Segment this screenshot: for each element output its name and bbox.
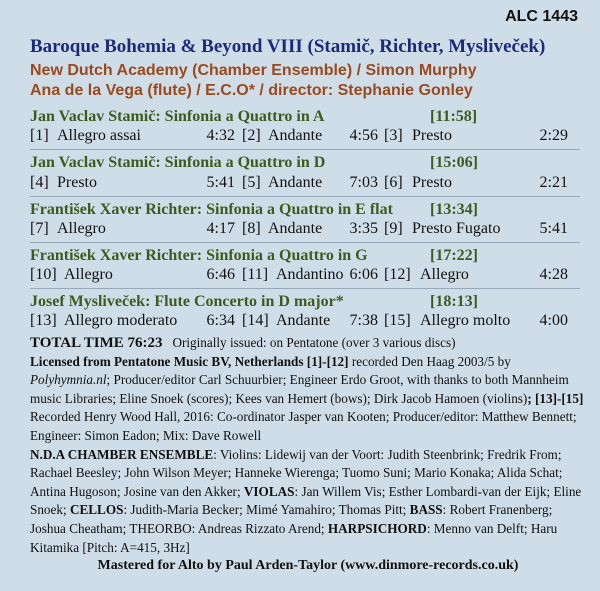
mastering-credit: Mastered for Alto by Paul Arden-Taylor (www.dinmore-records.co.uk): [97, 558, 519, 574]
by-word: by: [497, 353, 511, 369]
track-row: [30, 266, 580, 286]
track-title: Andante: [268, 127, 323, 144]
catalog-number: ALC 1443: [505, 8, 578, 25]
harpsichord-list: : Menno van Delft; Haru Kitamika [Pitch: A=415, 3Hz]: [30, 520, 558, 555]
track-time: 7:03: [349, 174, 378, 191]
work-title: František Xaver Richter: Sinfonia a Quattro in G: [30, 247, 368, 264]
track-time: 7:38: [349, 312, 378, 329]
polyhymnia-credit: Polyhymnia.nl: [30, 372, 107, 388]
track-title: Presto Fugato: [412, 220, 501, 237]
credits-notes: [30, 334, 586, 576]
violins-list: : Violins: Lidewij van der Voort: Judith Steenbrink; Fredrik From; Rachael Beesley; John Wilson Meyer; Hanneke Wierenga; Tuomo Suni; Mario Konaka; Alida Schat; Antina Hugoson; Josine van den Akker;: [30, 446, 563, 499]
track-time: 5:41: [206, 174, 235, 191]
work-title: Jan Vaclav Stamič: Sinfonia a Quattro in D: [30, 154, 326, 171]
track-title: Andantino: [276, 266, 344, 283]
artist-line-1: New Dutch Academy (Chamber Ensemble) / Simon Murphy: [30, 62, 477, 79]
track-title: Presto: [412, 174, 452, 191]
work-duration: [13:34]: [430, 201, 478, 218]
track-title: Allegro: [64, 266, 113, 283]
violas-list: : Jan Willem Vis; Esther Lombardi-van der Eijk; Eline Snoek;: [30, 483, 582, 518]
work-heading-2: [30, 154, 560, 172]
track-title: Andante: [268, 220, 323, 237]
work-duration: [15:06]: [430, 154, 478, 171]
bass-label: BASS: [409, 502, 443, 518]
original-issue-note: Originally issued: on Pentatone (over 3 various discs): [172, 335, 456, 350]
track-title: Presto: [57, 174, 97, 191]
track-title: Allegro moderato: [64, 312, 178, 329]
work-duration: [17:22]: [430, 247, 478, 264]
track-number: [10]: [30, 266, 57, 283]
track-number: [9]: [384, 220, 403, 237]
ensemble-label: N.D.A CHAMBER ENSEMBLE: [30, 446, 214, 462]
track-number: [2]: [242, 127, 261, 144]
track-title: Allegro: [57, 220, 106, 237]
work-duration: [11:58]: [430, 108, 478, 125]
track-time: 6:46: [206, 266, 235, 283]
production-credits-2: Recorded Henry Wood Hall, 2016: Co-ordinator Jasper van Kooten; Producer/editor: Matthew Bennett; Engineer: Simon Eadon; Mix: Dave Rowell: [30, 409, 577, 443]
track-title: Allegro: [420, 266, 469, 283]
track-title: Presto: [412, 127, 452, 144]
work-heading-3: [30, 201, 560, 219]
divider: [30, 149, 580, 150]
track-time: 4:28: [539, 266, 568, 283]
track-number: [8]: [242, 220, 261, 237]
track-row: [30, 174, 580, 194]
work-duration: [18:13]: [430, 293, 478, 310]
track-title: Allegro assai: [57, 127, 141, 144]
track-time: 4:17: [206, 220, 235, 237]
work-title: Josef Mysliveček: Flute Concerto in D major*: [30, 293, 344, 310]
cellos-label: CELLOS: [69, 502, 124, 518]
track-number: [15]: [384, 312, 411, 329]
track-time: 4:56: [349, 127, 378, 144]
track-title: Andante: [276, 312, 331, 329]
tracks-13-15-label: ; [13]-[15]: [527, 390, 584, 406]
work-heading-5: [30, 293, 560, 311]
track-time: 2:29: [539, 127, 568, 144]
track-number: [5]: [242, 174, 261, 191]
track-time: 2:21: [539, 174, 568, 191]
track-row: [30, 312, 580, 332]
track-row: [30, 220, 580, 240]
track-number: [3]: [384, 127, 403, 144]
notes-paragraph: [30, 334, 586, 557]
track-time: 4:32: [206, 127, 235, 144]
production-credits-1: ; Producer/editor Carl Schuurbier; Engineer Erdo Groot, with thanks to both Mannheim music Libraries; Eline Snoek (scores); Kees van Hemert (bows); Dirk Jacob Hamoen (violins): [30, 372, 569, 406]
track-title: Allegro molto: [420, 312, 511, 329]
license-note: Licensed from Pentatone Music BV, Netherlands [1]-[12]: [30, 353, 349, 369]
track-time: 3:35: [349, 220, 378, 237]
track-title: Andante: [268, 174, 323, 191]
track-time: 6:06: [349, 266, 378, 283]
track-number: [14]: [242, 312, 269, 329]
harpsichord-label: HARPSICHORD: [327, 520, 427, 536]
cellos-list: : Judith-Maria Becker; Mimé Yamahiro; Thomas Pitt;: [123, 502, 407, 518]
track-number: [12]: [384, 266, 411, 283]
divider: [30, 196, 580, 197]
divider: [30, 242, 580, 243]
violas-label: VIOLAS: [243, 483, 295, 499]
track-number: [11]: [242, 266, 269, 283]
track-number: [1]: [30, 127, 49, 144]
total-time: TOTAL TIME 76:23: [30, 335, 163, 351]
album-title: Baroque Bohemia & Beyond VIII (Stamič, Richter, Mysliveček): [30, 36, 546, 57]
artist-line-2: Ana de la Vega (flute) / E.C.O* / director: Stephanie Gonley: [30, 82, 473, 99]
track-number: [4]: [30, 174, 49, 191]
track-number: [6]: [384, 174, 403, 191]
work-title: František Xaver Richter: Sinfonia a Quattro in E flat: [30, 201, 393, 218]
work-heading-4: [30, 247, 560, 265]
divider: [30, 288, 580, 289]
work-title: Jan Vaclav Stamič: Sinfonia a Quattro in A: [30, 108, 325, 125]
track-number: [13]: [30, 312, 57, 329]
bass-list: : Robert Franenberg; Joshua Cheatham; THEORBO: Andreas Rizzato Arend;: [30, 502, 553, 536]
recording-location-1: recorded Den Haag 2003/5: [351, 353, 495, 369]
track-time: 4:00: [539, 312, 568, 329]
work-heading-1: [30, 108, 560, 126]
track-time: 5:41: [539, 220, 568, 237]
track-row: [30, 127, 580, 147]
track-number: [7]: [30, 220, 49, 237]
track-time: 6:34: [206, 312, 235, 329]
